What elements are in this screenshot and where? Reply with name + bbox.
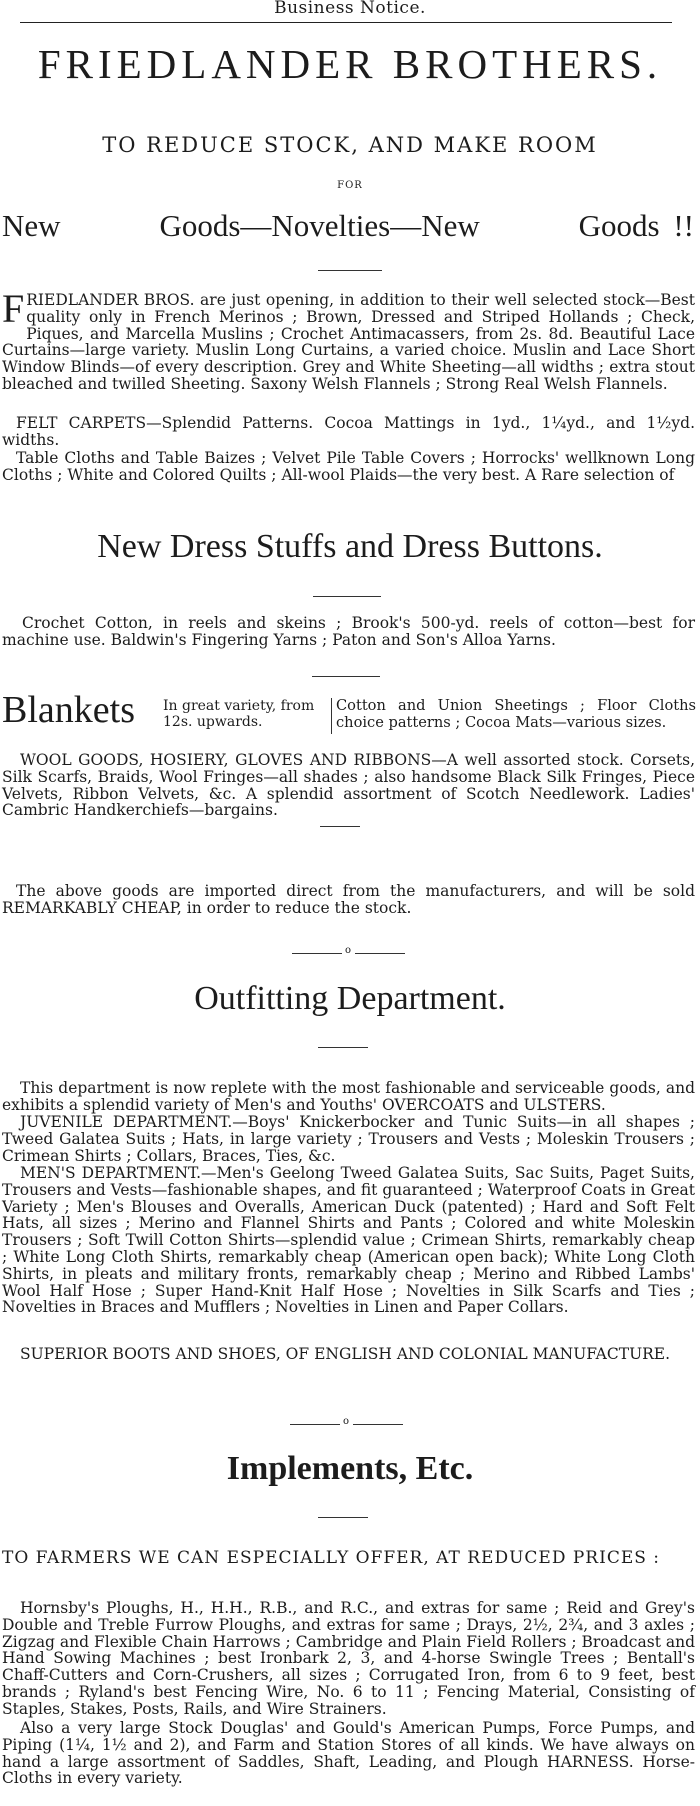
crochet-paragraph: Crochet Cotton, in reels and skeins ; Brook's 500-yd. reels of cotton—best for machine use. Baldwin's Fingering Yarns ; Paton and Son's Alloa Yarns. [2, 614, 695, 649]
running-head: Business Notice. [274, 0, 426, 18]
implements-list: Hornsby's Ploughs, H., H.H., R.B., and R.C., and extras for same ; Reid and Grey's Double and Treble Furrow Ploughs, and extras for same ; Drays, 2½, 2¾, and 3 axles ; Zigzag and Flexible Chain Harrows ; Cambridge and Plain Field Rollers ; Broadcast and Hand Sowing Machines ; best Ironbark 2, 3, and 4-horse Swingle Trees ; Bentall's Chaff-Cutters and Corn-Crushers, all sizes ; Corrugated Iron, from 6 to 9 feet, best brands ; Ryland's best Fencing Wire, No. 6 to 11 ; Fencing Material, Consisting of Staples, Stakes, Posts, Rails, and Wire Strainers. [2, 1599, 695, 1718]
drop-cap: F [2, 286, 25, 331]
outfitting-heading: Outfitting Department. [194, 980, 506, 1017]
implements-heading: Implements, Etc. [226, 1450, 474, 1487]
divider-rule [313, 596, 381, 597]
divider-rule [320, 826, 360, 827]
ornament-rule-left [290, 1424, 340, 1425]
for-line: FOR [337, 180, 363, 191]
headline-word: Goods—Novelties—New [159, 208, 480, 243]
sheetings-text: Cotton and Union Sheetings ; Floor Cloths choice patterns ; Cocoa Mats—various sizes. [336, 697, 696, 731]
friedlander-paragraph [2, 286, 695, 393]
table-cloths-paragraph: Table Cloths and Table Baizes ; Velvet Pile Table Covers ; Horrocks' wellknown Long Cloths ; White and Colored Quilts ; All-wool Plaids—the very best. A Rare selection of [2, 449, 695, 484]
headline-word: New [2, 208, 61, 243]
reduce-stock-line: TO REDUCE STOCK, AND MAKE ROOM [102, 133, 598, 157]
ornament-rule-right [355, 953, 405, 954]
ornament-rule-left [292, 953, 342, 954]
ornament-circle: o [345, 945, 352, 956]
blankets-note: In great variety, from 12s. upwards. [163, 698, 315, 730]
new-goods-headline [2, 208, 694, 244]
divider-rule [312, 676, 380, 677]
divider-rule [318, 1047, 368, 1048]
ornament-rule-right [353, 1424, 403, 1425]
outfitting-intro: This department is now replete with the most fashionable and serviceable goods, and exhibits a splendid variety of Men's and Youths' OVERCOATS and ULSTERS. [2, 1079, 695, 1114]
mens-department: MEN'S DEPARTMENT.—Men's Geelong Tweed Galatea Suits, Sac Suits, Paget Suits, Trousers and Vests—fashionable shapes, and fit guaranteed ; Waterproof Coats in Great Variety ; Men's Blouses and Overalls, American Duck (patented) ; Hard and Soft Felt Hats, all sizes ; Merino and Flannel Shirts and Pants ; Colored and white Moleskin Trousers ; Soft Twill Cotton Shirts—splendid value ; Crimean Shirts, remarkably cheap ; White Long Cloth Shirts, remarkably cheap (American open back); White Long Cloth Shirts, in pleats and military fronts, remarkably cheap ; Merino and Ribbed Lambs' Wool Half Hose ; Super Hand-Knit Half Hose ; Novelties in Silk Scarfs and Ties ; Novelties in Braces and Mufflers ; Novelties in Linen and Paper Collars. [2, 1164, 695, 1317]
dress-stuffs-headline: New Dress Stuffs and Dress Buttons. [97, 528, 603, 565]
firm-name: FRIEDLANDER BROTHERS. [37, 41, 663, 87]
boots-and-shoes: SUPERIOR BOOTS AND SHOES, OF ENGLISH AND COLONIAL MANUFACTURE. [20, 1345, 671, 1363]
paragraph-text: RIEDLANDER BROS. are just opening, in addition to their well selected stock—Best quality only in French Merinos ; Brown, Dressed and Striped Hollands ; Check, Piques, and Marcella Muslins ; Crochet Antimacassers, from 2s. 8d. Beautiful Lace Curtains—large variety. Muslin Long Curtains, a varied choice. Muslin and Lace Short Window Blinds—of every description. Grey and White Sheeting—all widths ; extra stout bleached and twilled Sheeting. Saxony Welsh Flannels ; Strong Real Welsh Flannels. [2, 291, 695, 393]
pumps-paragraph: Also a very large Stock Douglas' and Gould's American Pumps, Force Pumps, and Piping (1¼, 1½ and 2), and Farm and Station Stores of all kinds. We have always on hand a large assortment of Saddles, Shaft, Leading, and Plough HARNESS. Horse-Cloths in every variety. [2, 1719, 695, 1788]
felt-carpets-paragraph: FELT CARPETS—Splendid Patterns. Cocoa Mattings in 1yd., 1¼yd., and 1½yd. widths. [2, 414, 695, 449]
ornament-circle: o [343, 1416, 350, 1427]
top-rule [20, 22, 672, 23]
divider-rule [318, 1517, 368, 1518]
headline-word: Goods !! [578, 208, 694, 243]
blankets-heading: Blankets [2, 689, 135, 731]
imported-paragraph: The above goods are imported direct from the manufacturers, and will be sold REMARKABLY CHEAP, in order to reduce the stock. [2, 882, 695, 917]
farmers-offer: TO FARMERS WE CAN ESPECIALLY OFFER, AT REDUCED PRICES : [2, 1548, 661, 1568]
juvenile-department: JUVENILE DEPARTMENT.—Boys' Knickerbocker and Tunic Suits—in all shapes ; Tweed Galatea Suits ; Hats, in large variety ; Trousers and Vests ; Moleskin Trousers ; Crimean Shirts ; Collars, Braces, Ties, &c. [2, 1113, 695, 1165]
divider-rule [318, 270, 382, 271]
wool-goods-paragraph: WOOL GOODS, HOSIERY, GLOVES AND RIBBONS—A well assorted stock. Corsets, Silk Scarfs, Braids, Wool Fringes—all shades ; also handsome Black Silk Fringes, Piece Velvets, Ribbon Velvets, &c. A splendid assortment of Scotch Needlework. Ladies' Cambric Handkerchiefs—bargains. [2, 751, 695, 820]
